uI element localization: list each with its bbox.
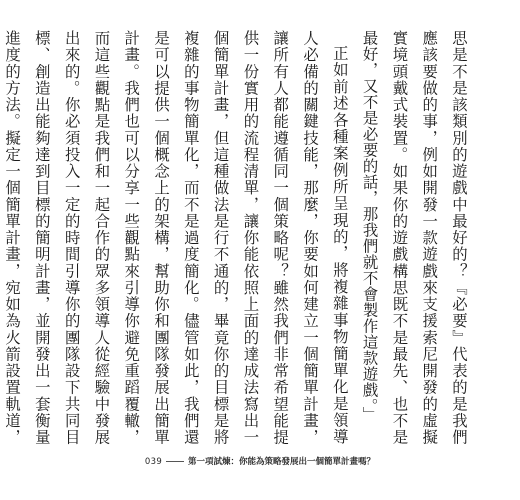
paragraph-2: 正如前述各種案例所呈現的，將複雜事物簡單化是領導人必備的關鍵技能，那麼，你要如何建立一個簡單計畫，讓所有人都能遵循同一個策略呢？雖然我們非常希望能提供一份實用的流程清單，讓你能依照上面的達成法寫出一個簡單計畫，但這種做法是行不通的，畢竟你的目標是將複雜的事物簡單化，而不是過度簡化。儘管如此，我們還是可以提供一個概念上的架構，幫助你和團隊發展出簡單計畫。我們也可以分享一些觀點來引導你避免重蹈覆轍，而這些觀點是我們和一起合作的眾多領導人從經驗中發展出來的。你必須投入一定的時間引導你的團隊設下共同目標、創造出能夠達到目標的簡明計畫，並開發出一套衡量進度的方法。擬定一個簡單計畫，宛如為火箭設置軌道， — [3, 30, 349, 445]
footer-dash-divider — [166, 461, 184, 462]
chapter-label: 第一項試煉：你能為策略發展出一個簡單計畫嗎？ — [188, 457, 376, 467]
page-number: 039 — [144, 457, 163, 467]
vertical-body-text — [3, 30, 473, 445]
paragraph-1: 思是不是該類別的遊戲中最好的？『必要』代表的是我們應該要做的事，例如開發一款遊戲來支援索尼開發的虛擬實境頭戴式裝置。如果你的遊戲構思既不是最先、也不是最好，又不是必要的話，那我們就不會製作這款遊戲。」 — [360, 30, 468, 445]
page-footer — [0, 455, 520, 467]
